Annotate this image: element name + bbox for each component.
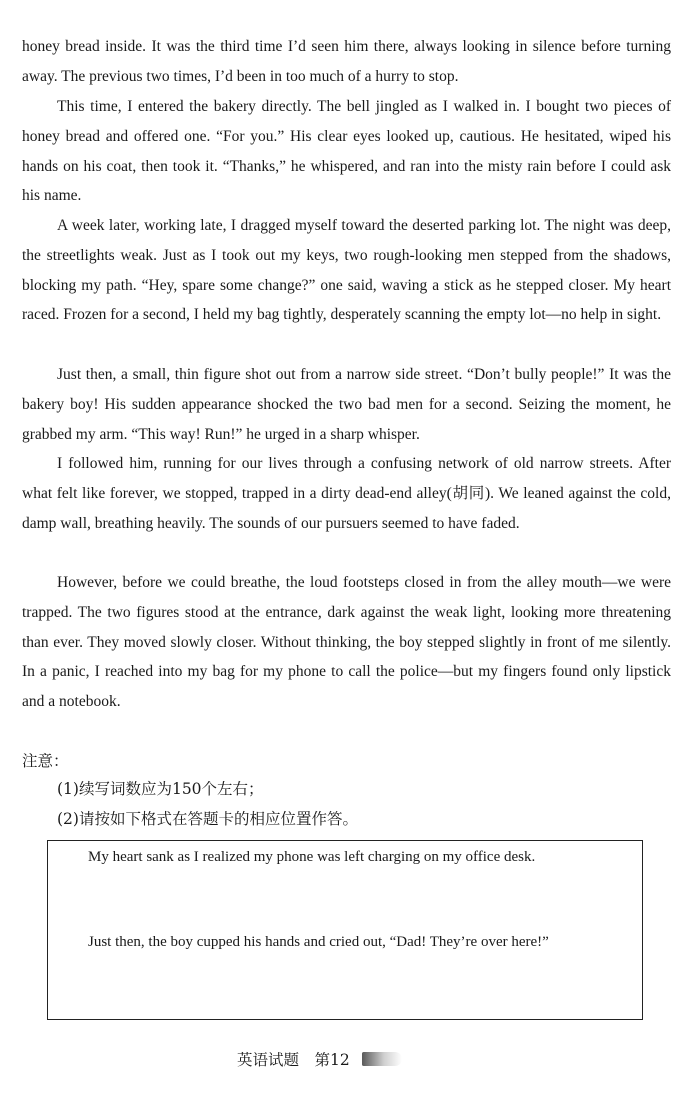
story-paragraph-1: honey bread inside. It was the third time I’d seen him there, always looking in silence before turning away. The previous two times, I’d been in too much of a hurry to stop. [22, 38, 671, 85]
story-paragraph-3: A week later, working late, I dragged myself toward the deserted parking lot. The night was deep, the streetlights weak. Just as I took out my keys, two rough-looking men stepped from the shadows, blocking my path. “Hey, spare some change?” one said, waving a stick as he stepped closer. My heart raced. Frozen for a second, I held my bag tightly, desperately scanning the empty lot—no help in sight. [22, 217, 671, 324]
story-paragraph-2: This time, I entered the bakery directly. The bell jingled as I walked in. I bought two pieces of honey bread and offered one. “For you.” His clear eyes looked up, cautious. He hesitated, wiped his hands on his coat, then took it. “Thanks,” he whispered, and ran into the misty rain before I could ask his name. [22, 98, 671, 205]
answer-box-line-2: Just then, the boy cupped his hands and cried out, “Dad! They’re over here!” [88, 934, 549, 950]
story-paragraph-5: I followed him, running for our lives through a confusing network of old narrow streets. After what felt like forever, we stopped, trapped in a dirty dead-end alley(胡同). We leaned against the cold, damp wall, breathing heavily. The sounds of our pursuers seemed to have faded. [22, 455, 671, 532]
answer-box-line-1: My heart sank as I realized my phone was left charging on my office desk. [88, 849, 536, 865]
story-paragraph-6: However, before we could breathe, the loud footsteps closed in from the alley mouth—we were trapped. The two figures stood at the entrance, dark against the weak light, looking more threatening than ever. They moved slowly closer. Without thinking, the boy stepped slightly in front of me silently. In a panic, I reached into my bag for my phone to call the police—but my fingers found only lipstick and a notebook. [22, 574, 671, 711]
story-paragraph-4: Just then, a small, thin figure shot out from a narrow side street. “Don’t bully people!” It was the bakery boy! His sudden appearance shocked the two bad men for a second. Seizing the moment, he grabbed my arm. “This way! Run!” he urged in a sharp whisper. [22, 366, 671, 443]
note-item-2: (2)请按如下格式在答题卡的相应位置作答。 [57, 810, 358, 828]
note-item-1: (1)续写词数应为150个左右； [57, 780, 264, 798]
page-footer: 英语试题 第12 [237, 1051, 350, 1069]
ink-smudge [362, 1052, 402, 1066]
answer-box [47, 840, 643, 1020]
notes-title: 注意： [22, 752, 69, 770]
